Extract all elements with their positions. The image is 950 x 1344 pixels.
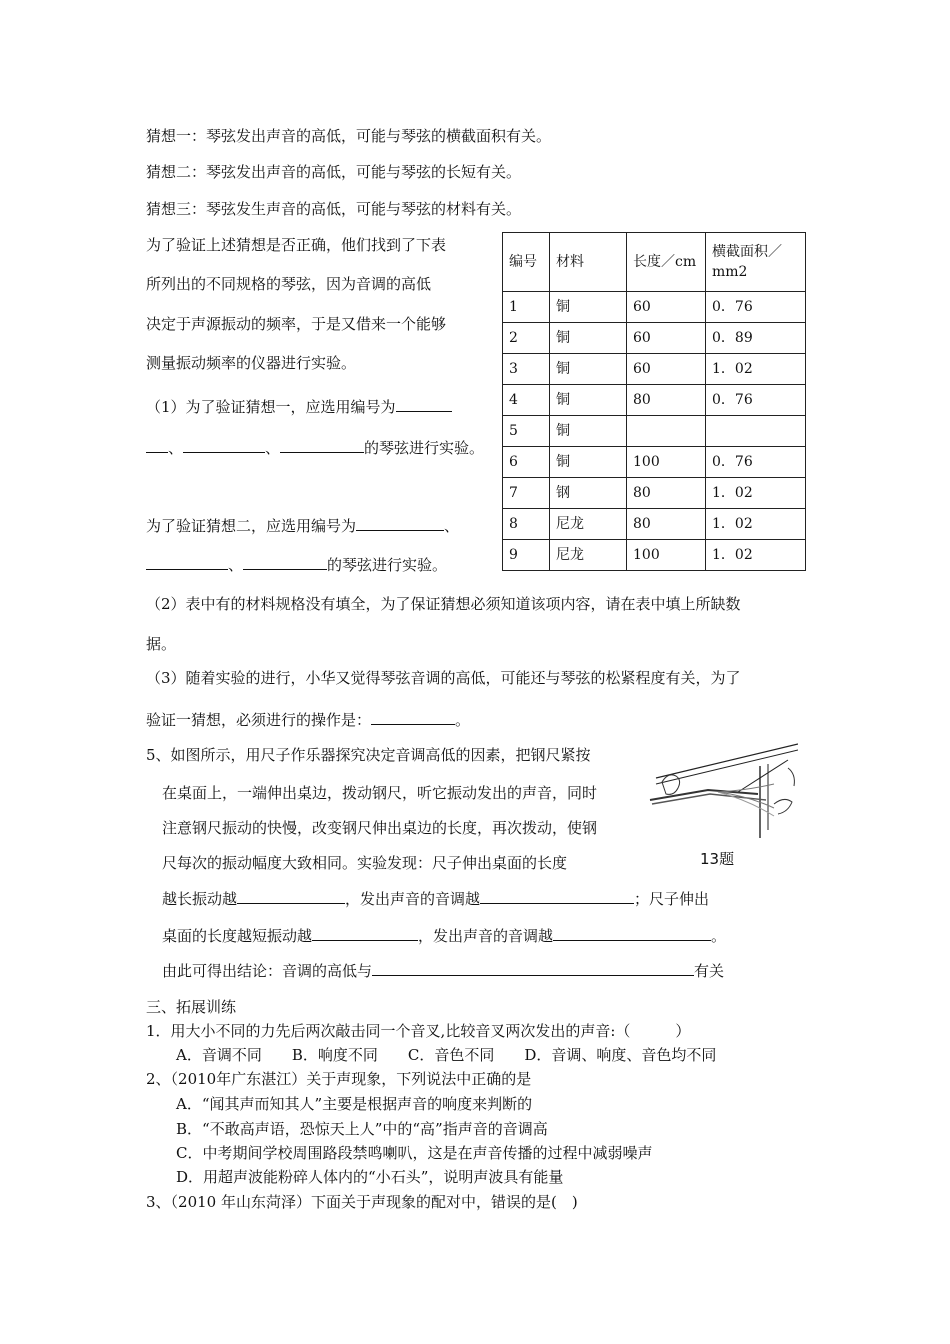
figure-caption: 13题 (700, 850, 735, 868)
table-cell: 4 (503, 385, 550, 416)
table-cell: 0．76 (706, 292, 806, 323)
table-row (503, 540, 806, 571)
section-title: 三、拓展训练 (146, 998, 237, 1016)
hypothesis-2: 猜想二：琴弦发出声音的高低，可能与琴弦的长短有关。 (146, 163, 522, 181)
table-cell: 铜 (550, 354, 627, 385)
q5-line-7 (162, 961, 724, 981)
table-cell: 1．02 (706, 478, 806, 509)
s3-q2: 2、（2010年广东湛江）关于声现象，下列说法中正确的是 (146, 1070, 532, 1088)
q5-line-4: 尺每次的振动幅度大致相同。实验发现：尺子伸出桌面的长度 (162, 854, 568, 872)
table-cell: 1．02 (706, 354, 806, 385)
q5-text: 。 (711, 927, 727, 945)
table-cell-empty[interactable] (706, 416, 806, 447)
q5-line-5 (162, 889, 709, 909)
table-cell: 5 (503, 416, 550, 447)
table-cell: 0．89 (706, 323, 806, 354)
table-cell: 6 (503, 447, 550, 478)
q2-line-1: （2）表中有的材料规格没有填全，为了保证猜想必须知道该项内容，请在表中填上所缺数 (146, 595, 741, 613)
q1-line-3 (146, 516, 459, 536)
table-cell: 1．02 (706, 509, 806, 540)
answer-blank[interactable] (146, 438, 168, 453)
answer-blank[interactable] (312, 926, 418, 941)
q1-tail: 的琴弦进行实验。 (364, 439, 485, 457)
answer-blank[interactable] (396, 397, 452, 412)
table-cell: 铜 (550, 323, 627, 354)
s3-q2-option-a: A．“闻其声而知其人”主要是根据声音的响度来判断的 (176, 1095, 533, 1113)
q5-line-1: 5、如图所示，用尺子作乐器探究决定音调高低的因素，把钢尺紧按 (146, 746, 591, 764)
separator: 、 (444, 517, 460, 535)
q1-line-4 (146, 555, 447, 575)
header-cell: 编号 (503, 233, 550, 292)
s3-q2-option-b: B．“不敢高声语，恐惊天上人”中的“高”指声音的音调高 (176, 1120, 548, 1138)
table-cell: 1 (503, 292, 550, 323)
q5-text: 越长振动越 (162, 890, 238, 908)
q1-prompt: （1）为了验证猜想一，应选用编号为 (146, 398, 396, 416)
table-cell: 尼龙 (550, 509, 627, 540)
s3-q1: 1．用大小不同的力先后两次敲击同一个音叉,比较音叉两次发出的声音:（ ） (146, 1022, 691, 1040)
table-cell: 100 (627, 540, 706, 571)
table-cell: 0．76 (706, 447, 806, 478)
answer-blank[interactable] (237, 889, 345, 904)
table-cell-empty[interactable] (627, 416, 706, 447)
table-cell: 尼龙 (550, 540, 627, 571)
q5-line-2: 在桌面上，一端伸出桌边，拨动钢尺，听它振动发出的声音，同时 (162, 784, 598, 802)
answer-blank[interactable] (372, 961, 694, 976)
table-row (503, 292, 806, 323)
q5-text: ，发出声音的音调越 (418, 927, 554, 945)
intro-line-4: 测量振动频率的仪器进行实验。 (146, 354, 357, 372)
table-cell: 2 (503, 323, 550, 354)
intro-line-2: 所列出的不同规格的琴弦，因为音调的高低 (146, 275, 432, 293)
answer-blank[interactable] (371, 710, 455, 725)
s3-q2-option-c: C．中考期间学校周围路段禁鸣喇叭，这是在声音传播的过程中减弱噪声 (176, 1144, 653, 1162)
table-cell: 80 (627, 509, 706, 540)
table-cell: 8 (503, 509, 550, 540)
separator: 、 (228, 556, 244, 574)
table-cell: 1．02 (706, 540, 806, 571)
answer-blank[interactable] (146, 555, 228, 570)
table-cell: 铜 (550, 292, 627, 323)
q1-line-1 (146, 397, 452, 417)
table-row (503, 323, 806, 354)
hypothesis-1: 猜想一：琴弦发出声音的高低，可能与琴弦的横截面积有关。 (146, 127, 552, 145)
table-row (503, 509, 806, 540)
s3-q1-options: A．音调不同 B．响度不同 C．音色不同 D．音调、响度、音色均不同 (176, 1046, 717, 1064)
table-header-row (503, 233, 806, 292)
table-row (503, 447, 806, 478)
q5-text: 由此可得出结论：音调的高低与 (162, 962, 373, 980)
s3-q3: 3、（2010 年山东菏泽）下面关于声现象的配对中，错误的是( ) (146, 1193, 578, 1211)
separator: 、 (265, 439, 281, 457)
answer-blank[interactable] (183, 438, 265, 453)
q5-text: ；尺子伸出 (634, 890, 710, 908)
q1-prompt-2: 为了验证猜想二，应选用编号为 (146, 517, 357, 535)
q3-prompt: 验证一猜想，必须进行的操作是： (146, 711, 372, 729)
string-spec-table (502, 232, 806, 571)
hypothesis-3: 猜想三：琴弦发生声音的高低，可能与琴弦的材料有关。 (146, 200, 522, 218)
intro-line-3: 决定于声源振动的频率，于是又借来一个能够 (146, 315, 447, 333)
table-cell: 7 (503, 478, 550, 509)
answer-blank[interactable] (553, 926, 711, 941)
table-cell: 80 (627, 385, 706, 416)
q3-line-1: （3）随着实验的进行，小华又觉得琴弦音调的高低，可能还与琴弦的松紧程度有关，为了 (146, 669, 741, 687)
q5-line-3: 注意钢尺振动的快慢，改变钢尺伸出桌边的长度，再次拨动，使钢 (162, 819, 598, 837)
answer-blank[interactable] (356, 516, 444, 531)
q5-text: 桌面的长度越短振动越 (162, 927, 313, 945)
table-cell: 铜 (550, 385, 627, 416)
q1-tail: 的琴弦进行实验。 (327, 556, 448, 574)
s3-q2-option-d: D．用超声波能粉碎人体内的“小石头”，说明声波具有能量 (176, 1168, 564, 1186)
q3-line-2 (146, 710, 470, 730)
ruler-experiment-figure (648, 738, 798, 840)
table-cell: 3 (503, 354, 550, 385)
table-cell: 9 (503, 540, 550, 571)
answer-blank[interactable] (243, 555, 327, 570)
table-cell: 60 (627, 323, 706, 354)
separator: 、 (168, 439, 184, 457)
header-cell: 横截面积／mm2 (706, 233, 806, 292)
table-cell: 100 (627, 447, 706, 478)
table-cell: 80 (627, 478, 706, 509)
intro-line-1: 为了验证上述猜想是否正确，他们找到了下表 (146, 236, 447, 254)
table-row (503, 478, 806, 509)
q1-line-2 (146, 438, 484, 458)
table-cell: 铜 (550, 447, 627, 478)
header-cell: 材料 (550, 233, 627, 292)
table-row (503, 385, 806, 416)
q5-line-6 (162, 926, 726, 946)
table-cell: 60 (627, 292, 706, 323)
q2-line-2: 据。 (146, 635, 177, 653)
q3-end: 。 (455, 711, 471, 729)
answer-blank[interactable] (480, 889, 634, 904)
q5-text: 有关 (694, 962, 725, 980)
table-cell: 0．76 (706, 385, 806, 416)
answer-blank[interactable] (280, 438, 364, 453)
table-row (503, 354, 806, 385)
table-cell: 钢 (550, 478, 627, 509)
table-cell: 铜 (550, 416, 627, 447)
q5-text: ，发出声音的音调越 (345, 890, 481, 908)
table-row (503, 416, 806, 447)
header-cell: 长度／cm (627, 233, 706, 292)
table-cell: 60 (627, 354, 706, 385)
